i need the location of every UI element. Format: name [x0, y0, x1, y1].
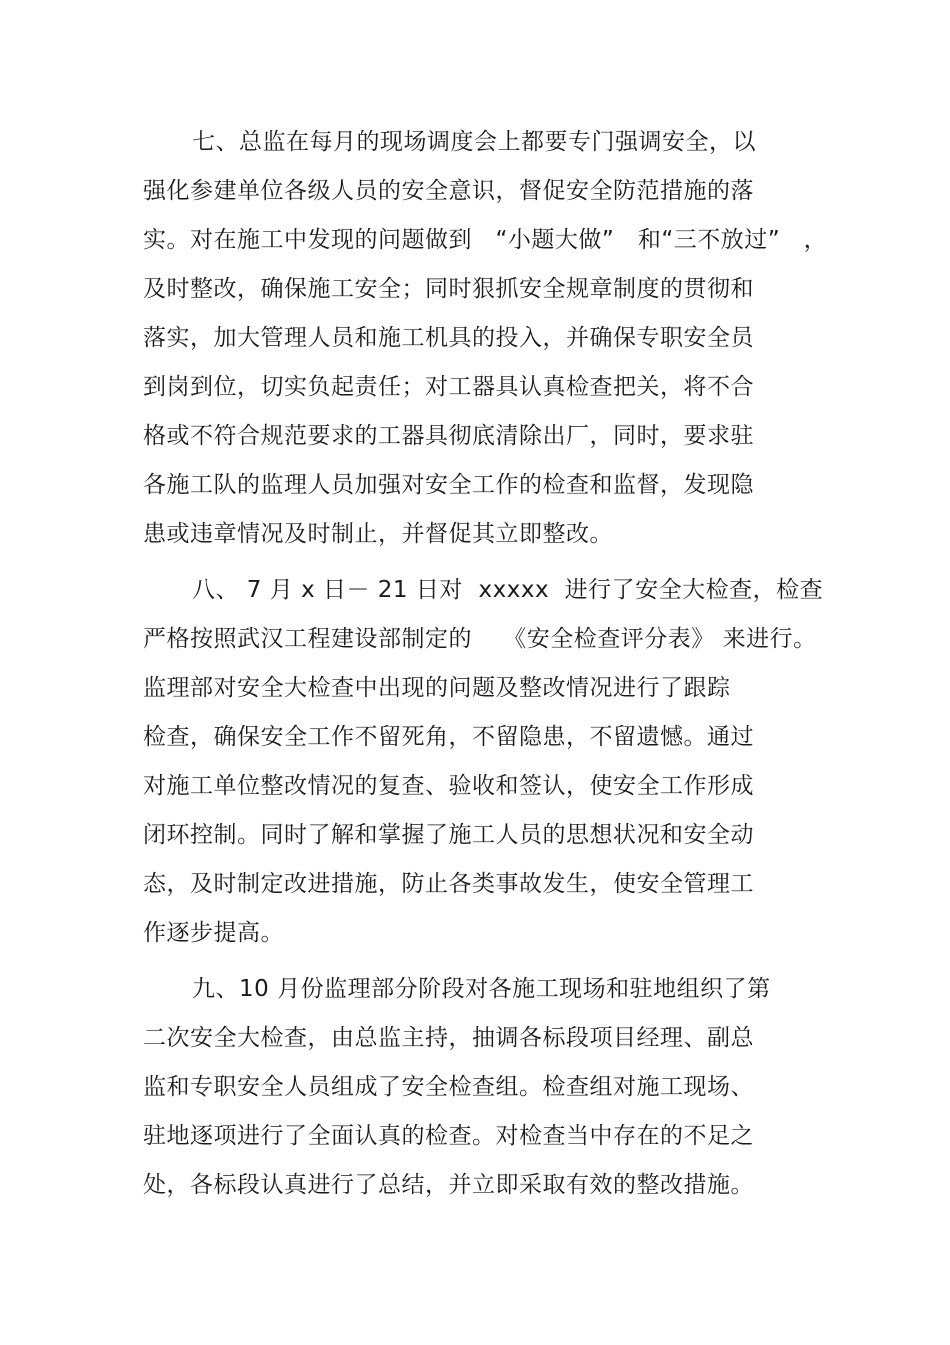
para-8-line-8: 作逐步提高。 — [143, 920, 284, 946]
para-8-line-2: 严格按照武汉工程建设部制定的 《安全检查评分表》 来进行。 — [143, 626, 817, 652]
para-7-line-8: 各施工队的监理人员加强对安全工作的检查和监督，发现隐 — [143, 472, 754, 498]
para-8-line-5: 对施工单位整改情况的复查、验收和签认，使安全工作形成 — [143, 773, 754, 799]
para-9-line-4: 驻地逐项进行了全面认真的检查。对检查当中存在的不足之 — [143, 1123, 754, 1149]
para-8-line-1: 八、 7 月 x 日－ 21 日对 xxxxx 进行了安全大检查，检查 — [192, 577, 824, 603]
para-9-line-1: 九、10 月份监理部分阶段对各施工现场和驻地组织了第 — [192, 976, 771, 1002]
para-7-line-9: 患或违章情况及时制止，并督促其立即整改。 — [143, 521, 613, 547]
para-7-line-5: 落实，加大管理人员和施工机具的投入，并确保专职安全员 — [143, 325, 754, 351]
para-8-line-7: 态，及时制定改进措施，防止各类事故发生，使安全管理工 — [143, 871, 754, 897]
para-9-line-2: 二次安全大检查，由总监主持，抽调各标段项目经理、副总 — [143, 1025, 754, 1051]
para-9-line-3: 监和专职安全人员组成了安全检查组。检查组对施工现场、 — [143, 1074, 754, 1100]
para-7-line-6: 到岗到位，切实负起责任；对工器具认真检查把关，将不合 — [143, 374, 754, 400]
para-7-line-4: 及时整改，确保施工安全；同时狠抓安全规章制度的贯彻和 — [143, 276, 754, 302]
para-8-line-6: 闭环控制。同时了解和掌握了施工人员的思想状况和安全动 — [143, 822, 754, 848]
para-8-line-4: 检查，确保安全工作不留死角，不留隐患，不留遗憾。通过 — [143, 724, 754, 750]
para-7-line-1: 七、总监在每月的现场调度会上都要专门强调安全，以 — [192, 129, 756, 155]
para-7-line-3: 实。对在施工中发现的问题做到 “小题大做” 和“三不放过” ， — [143, 227, 828, 253]
para-8-line-3: 监理部对安全大检查中出现的问题及整改情况进行了跟踪 — [143, 675, 731, 701]
para-9-line-5: 处，各标段认真进行了总结，并立即采取有效的整改措施。 — [143, 1172, 754, 1198]
para-7-line-2: 强化参建单位各级人员的安全意识，督促安全防范措施的落 — [143, 178, 754, 204]
para-7-line-7: 格或不符合规范要求的工器具彻底清除出厂，同时，要求驻 — [143, 423, 754, 449]
